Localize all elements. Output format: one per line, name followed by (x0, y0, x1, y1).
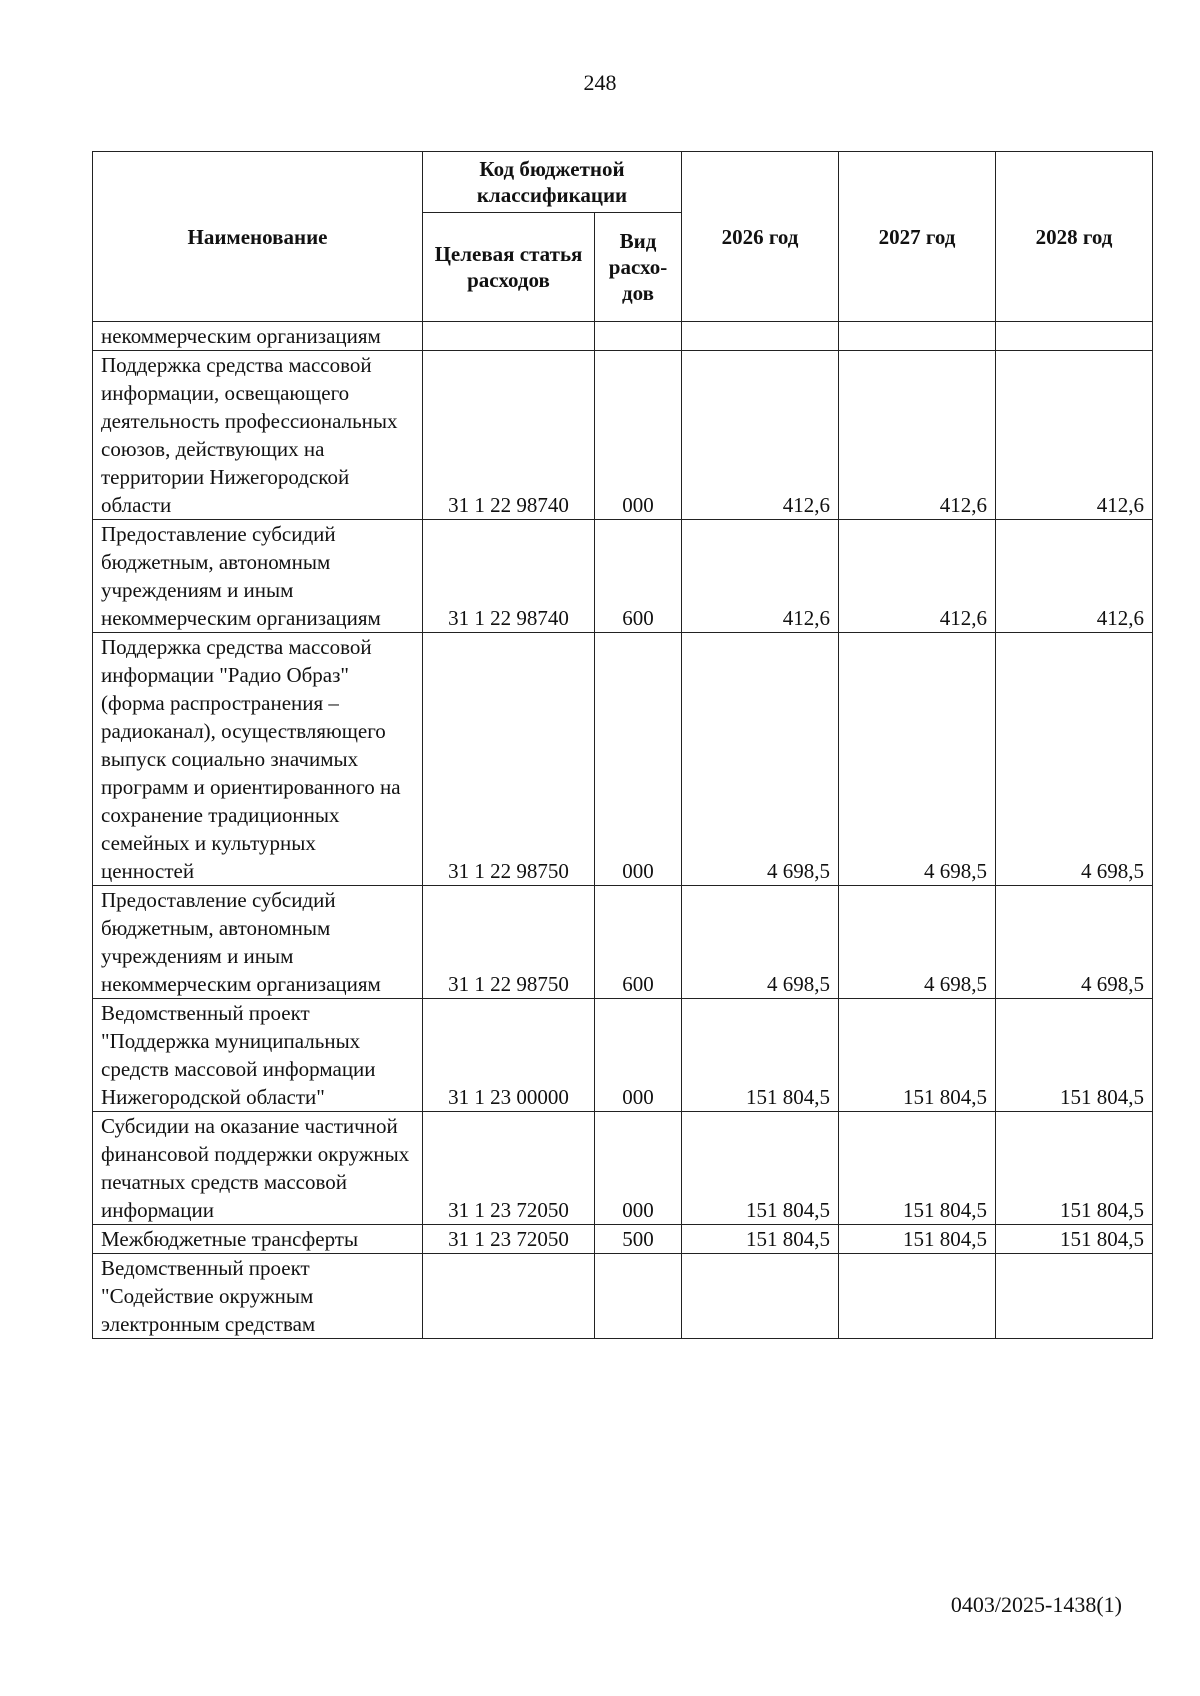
budget-table (92, 151, 1153, 1339)
row-value-2027: 151 804,5 (839, 1225, 996, 1254)
header-2026: 2026 год (682, 152, 839, 322)
row-value-2026: 412,6 (682, 351, 839, 520)
header-kbk: Код бюджетной классификации (423, 152, 682, 213)
row-value-2027: 4 698,5 (839, 633, 996, 886)
table-row (93, 520, 1153, 633)
row-value-2027: 151 804,5 (839, 999, 996, 1112)
row-value-2028: 151 804,5 (996, 999, 1153, 1112)
header-2027: 2027 год (839, 152, 996, 322)
row-name: Предоставление субсидий бюджетным, автономным учреждениям и иным некоммерческим организациям (93, 886, 423, 999)
row-expense-type: 000 (595, 999, 682, 1112)
table-row (93, 1225, 1153, 1254)
row-value-2026: 151 804,5 (682, 1112, 839, 1225)
row-name: Субсидии на оказание частичной финансовой поддержки окружных печатных средств массовой информации (93, 1112, 423, 1225)
row-target-code: 31 1 22 98740 (423, 520, 595, 633)
header-row-top (93, 152, 1153, 213)
row-target-code (423, 322, 595, 351)
row-name: Поддержка средства массовой информации "Радио Образ" (форма распространения – радиоканал), осуществляющего выпуск социально значимых программ и ориентированного на сохранение традиционных семейных и культурных ценностей (93, 633, 423, 886)
header-expense-type: Вид расхо-дов (595, 213, 682, 322)
row-target-code: 31 1 22 98750 (423, 886, 595, 999)
row-value-2026: 4 698,5 (682, 886, 839, 999)
row-value-2028 (996, 322, 1153, 351)
row-name: Межбюджетные трансферты (93, 1225, 423, 1254)
row-expense-type: 000 (595, 1112, 682, 1225)
row-target-code: 31 1 23 72050 (423, 1112, 595, 1225)
row-value-2027 (839, 322, 996, 351)
row-value-2028: 4 698,5 (996, 633, 1153, 886)
table-row (93, 886, 1153, 999)
row-expense-type: 600 (595, 886, 682, 999)
row-value-2028: 412,6 (996, 351, 1153, 520)
table-row (93, 999, 1153, 1112)
table-row (93, 633, 1153, 886)
row-value-2027: 4 698,5 (839, 886, 996, 999)
row-target-code: 31 1 22 98750 (423, 633, 595, 886)
row-expense-type (595, 322, 682, 351)
row-value-2026 (682, 322, 839, 351)
table-row (93, 351, 1153, 520)
row-value-2026 (682, 1254, 839, 1339)
row-expense-type: 000 (595, 633, 682, 886)
row-value-2026: 412,6 (682, 520, 839, 633)
header-2028: 2028 год (996, 152, 1153, 322)
row-value-2028: 412,6 (996, 520, 1153, 633)
row-value-2026: 151 804,5 (682, 999, 839, 1112)
header-target-article: Целевая статья расходов (423, 213, 595, 322)
row-value-2028: 151 804,5 (996, 1112, 1153, 1225)
row-name: Поддержка средства массовой информации, освещающего деятельность профессиональных союзов, действующих на территории Нижегородской области (93, 351, 423, 520)
row-expense-type: 500 (595, 1225, 682, 1254)
page-number: 248 (583, 70, 617, 95)
row-name: Предоставление субсидий бюджетным, автономным учреждениям и иным некоммерческим организациям (93, 520, 423, 633)
table-row (93, 1254, 1153, 1339)
row-value-2027: 412,6 (839, 520, 996, 633)
row-expense-type (595, 1254, 682, 1339)
row-value-2028: 151 804,5 (996, 1225, 1153, 1254)
row-name: некоммерческим организациям (93, 322, 423, 351)
table-row (93, 322, 1153, 351)
row-target-code (423, 1254, 595, 1339)
row-expense-type: 600 (595, 520, 682, 633)
row-value-2026: 151 804,5 (682, 1225, 839, 1254)
header-name: Наименование (93, 152, 423, 322)
row-value-2027 (839, 1254, 996, 1339)
row-name: Ведомственный проект "Содействие окружным электронным средствам (93, 1254, 423, 1339)
row-value-2027: 412,6 (839, 351, 996, 520)
row-value-2028 (996, 1254, 1153, 1339)
row-name: Ведомственный проект "Поддержка муниципальных средств массовой информации Нижегородской области" (93, 999, 423, 1112)
row-value-2027: 151 804,5 (839, 1112, 996, 1225)
row-target-code: 31 1 23 00000 (423, 999, 595, 1112)
row-expense-type: 000 (595, 351, 682, 520)
row-value-2026: 4 698,5 (682, 633, 839, 886)
document-number: 0403/2025-1438(1) (950, 1592, 1122, 1617)
row-target-code: 31 1 23 72050 (423, 1225, 595, 1254)
table-row (93, 1112, 1153, 1225)
row-target-code: 31 1 22 98740 (423, 351, 595, 520)
row-value-2028: 4 698,5 (996, 886, 1153, 999)
